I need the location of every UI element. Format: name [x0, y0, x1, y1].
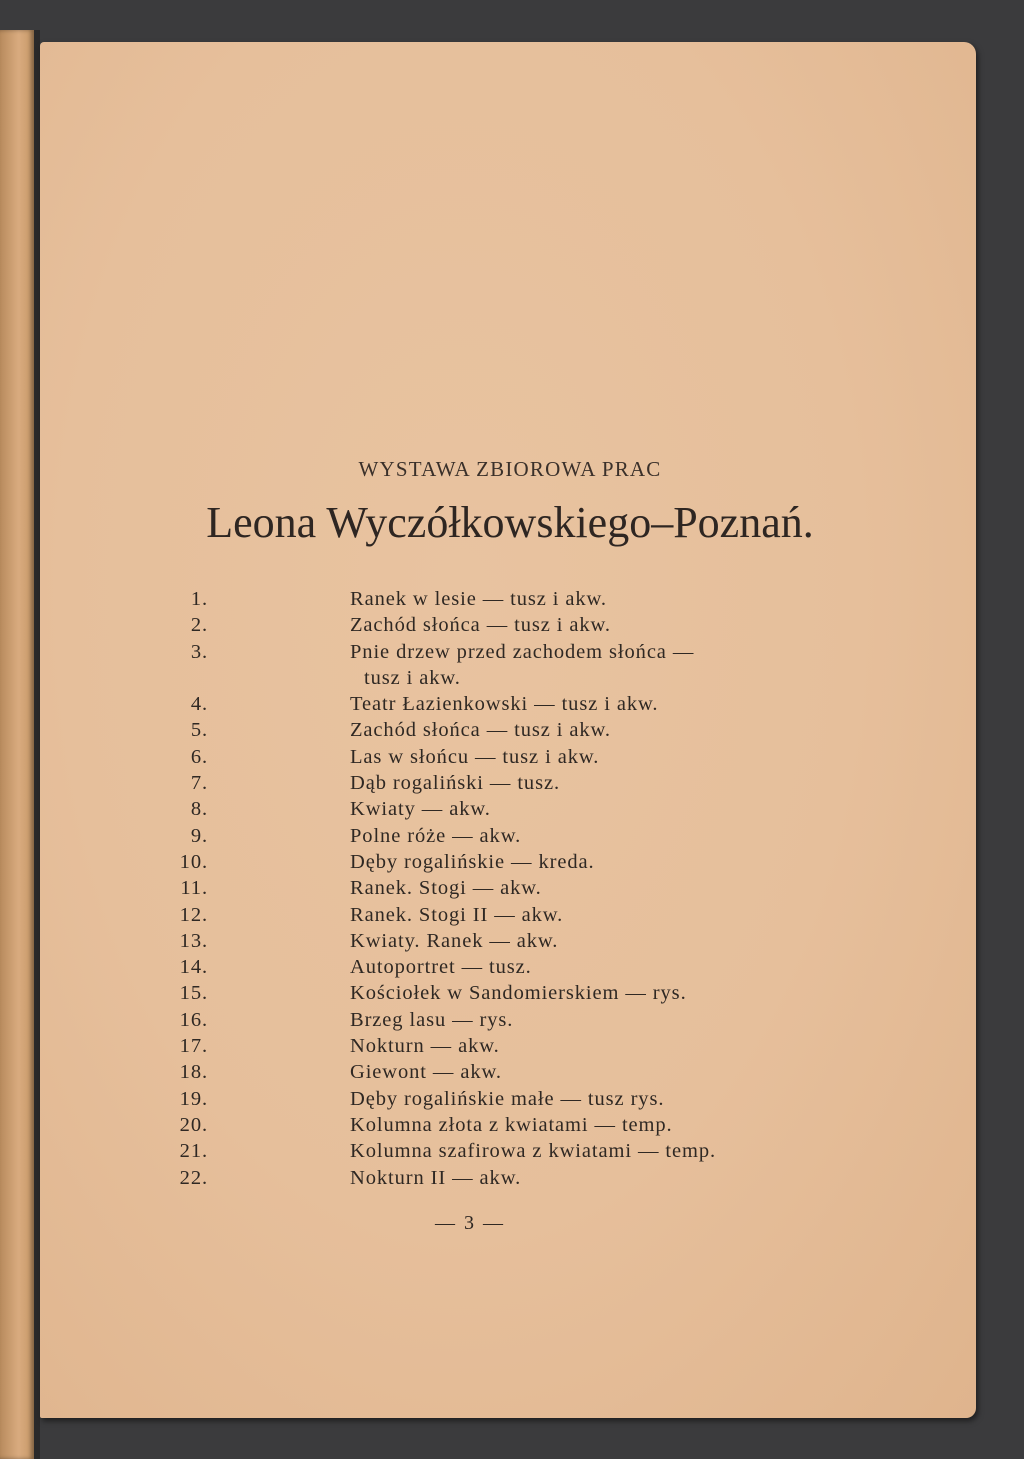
- list-item: [40, 744, 976, 770]
- list-item-continuation: [40, 665, 976, 691]
- item-number: 18.: [179, 1061, 208, 1084]
- item-text: Kwiaty. Ranek — akw.: [350, 929, 559, 952]
- item-number: 8.: [190, 798, 208, 821]
- item-number: 17.: [179, 1035, 208, 1058]
- item-text: Zachód słońca — tusz i akw.: [350, 719, 611, 742]
- list-item: [40, 928, 976, 954]
- list-item: [40, 875, 976, 901]
- item-number: 16.: [179, 1008, 208, 1031]
- item-text: Brzeg lasu — rys.: [350, 1008, 514, 1031]
- item-text: Dąb rogaliński — tusz.: [350, 772, 560, 795]
- item-text: Nokturn II — akw.: [350, 1166, 522, 1189]
- list-item: [40, 849, 976, 875]
- list-item: [40, 639, 976, 665]
- list-item: [40, 1165, 976, 1191]
- item-number: 15.: [179, 982, 208, 1005]
- list-item: [40, 1138, 976, 1164]
- item-number: 6.: [190, 745, 208, 768]
- list-item: [40, 770, 976, 796]
- item-number: 5.: [190, 719, 208, 742]
- facing-page-edge: [0, 30, 34, 1459]
- item-text: Kolumna szafirowa z kwiatami — temp.: [350, 1140, 716, 1163]
- list-item: [40, 717, 976, 743]
- page-number: — 3 —: [435, 1212, 505, 1234]
- item-text: Dęby rogalińskie małe — tusz rys.: [350, 1087, 665, 1110]
- item-text: Kolumna złota z kwiatami — temp.: [350, 1113, 673, 1136]
- item-text: Kwiaty — akw.: [350, 798, 491, 821]
- item-text: Ranek w lesie — tusz i akw.: [350, 588, 607, 610]
- list-item: [40, 1007, 976, 1033]
- list-item: [40, 796, 976, 822]
- list-item: [40, 954, 976, 980]
- item-number: 19.: [179, 1087, 208, 1110]
- item-number: 3.: [190, 640, 208, 663]
- list-item: [40, 612, 976, 638]
- item-text: Ranek. Stogi — akw.: [350, 877, 542, 900]
- page-title: Leona Wyczółkowskiego–Poznań.: [206, 498, 814, 547]
- book-page: [40, 42, 976, 1418]
- list-item: [40, 691, 976, 717]
- item-number: 12.: [179, 903, 208, 926]
- item-number: 2.: [190, 614, 208, 637]
- list-item: [40, 980, 976, 1006]
- list-item: [40, 1112, 976, 1138]
- page-subtitle: WYSTAWA ZBIOROWA PRAC: [358, 457, 662, 481]
- list-item: [40, 1033, 976, 1059]
- item-text: Autoportret — tusz.: [350, 956, 532, 979]
- item-text: Giewont — akw.: [350, 1061, 502, 1084]
- item-number: 21.: [179, 1140, 208, 1163]
- list-item: [40, 823, 976, 849]
- item-number: 11.: [180, 877, 208, 900]
- item-text: Dęby rogalińskie — kreda.: [350, 850, 595, 873]
- item-text: Ranek. Stogi II — akw.: [350, 903, 564, 926]
- item-number: 7.: [190, 772, 208, 795]
- item-number: 13.: [179, 929, 208, 952]
- item-text-continuation: tusz i akw.: [364, 666, 461, 689]
- item-number: 20.: [179, 1113, 208, 1136]
- item-text: Teatr Łazienkowski — tusz i akw.: [350, 693, 659, 716]
- list-item: [40, 902, 976, 928]
- list-item: [40, 1086, 976, 1112]
- list-item: [40, 586, 976, 612]
- item-number: 10.: [179, 850, 208, 873]
- item-number: 1.: [190, 588, 208, 610]
- item-text: Pnie drzew przed zachodem słońca —: [350, 640, 695, 663]
- list-item: [40, 1059, 976, 1085]
- item-text: Kościołek w Sandomierskiem — rys.: [350, 982, 687, 1005]
- item-number: 22.: [179, 1166, 208, 1189]
- item-text: Las w słońcu — tusz i akw.: [350, 745, 600, 768]
- item-text: Nokturn — akw.: [350, 1035, 500, 1058]
- catalogue-list: [40, 586, 976, 1191]
- item-number: 14.: [179, 956, 208, 979]
- item-number: 9.: [190, 824, 208, 847]
- item-text: Polne róże — akw.: [350, 824, 522, 847]
- item-text: Zachód słońca — tusz i akw.: [350, 614, 611, 637]
- item-number: 4.: [190, 693, 208, 716]
